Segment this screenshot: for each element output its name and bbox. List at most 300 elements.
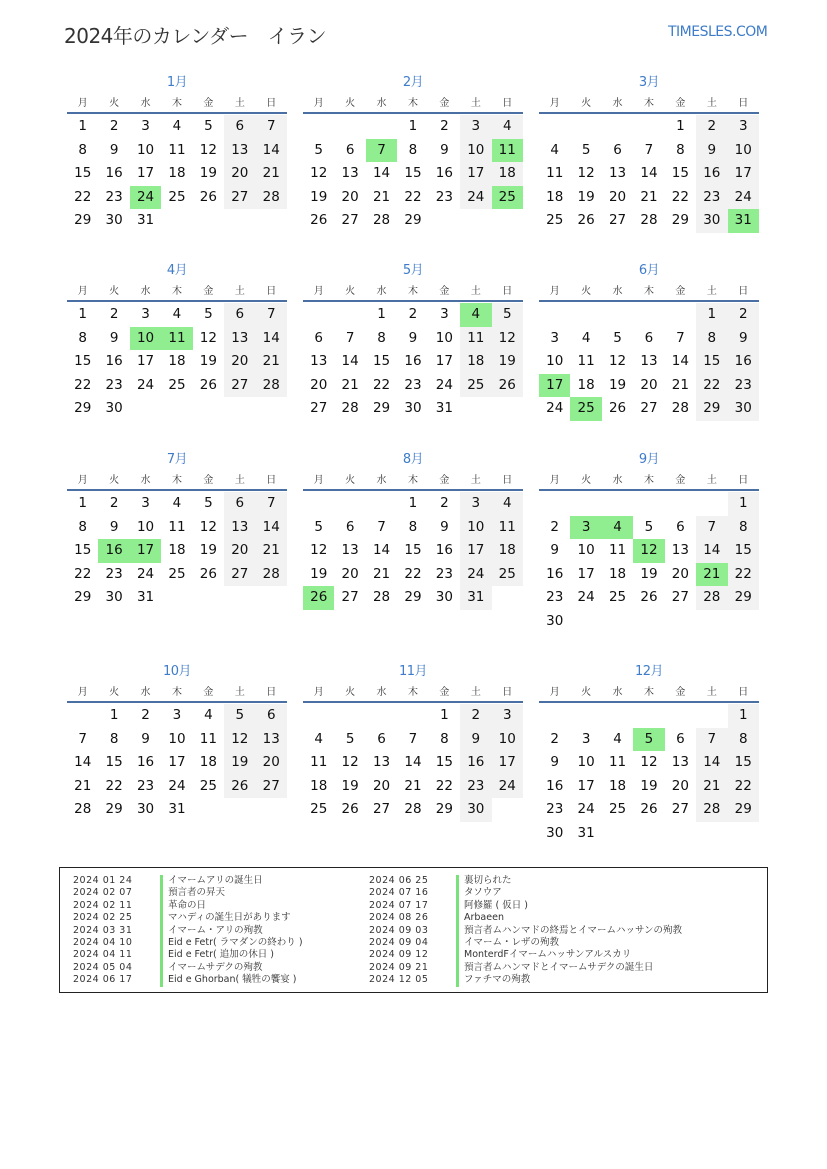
- weekday-label: 火: [345, 286, 356, 297]
- day-cell: 5: [345, 730, 355, 747]
- month-block: [303, 451, 523, 610]
- holiday-date: 2024 07 16: [369, 887, 429, 899]
- weekday-label: 火: [581, 475, 592, 486]
- day-cell: 26: [341, 801, 359, 818]
- day-cell: 9: [141, 730, 150, 747]
- day-cell: 19: [640, 777, 658, 794]
- day-cell: 16: [435, 165, 453, 182]
- holiday-marker: [160, 900, 163, 912]
- day-cell: 10: [492, 728, 523, 752]
- holiday-row: [356, 949, 682, 961]
- holiday-row: [356, 912, 682, 924]
- holiday-marker: [456, 925, 459, 937]
- holiday-day-cell: 24: [130, 186, 161, 210]
- day-cell: 9: [696, 139, 727, 163]
- weekday-label: 土: [706, 475, 717, 486]
- day-cell: 10: [136, 518, 155, 535]
- day-cell: 28: [256, 186, 287, 210]
- day-cell: 29: [728, 798, 759, 822]
- day-cell: 13: [224, 327, 255, 351]
- empty-cell: [539, 704, 570, 728]
- day-cell: 28: [696, 798, 727, 822]
- empty-cell: [303, 115, 334, 139]
- day-cell: 14: [640, 165, 658, 182]
- holiday-row: [60, 912, 303, 924]
- page-title: 2024年のカレンダー イラン: [64, 24, 327, 48]
- month-name: 6月: [638, 263, 660, 278]
- day-grid: [303, 492, 523, 610]
- day-grid: [539, 492, 759, 634]
- day-cell: 2: [550, 518, 559, 535]
- day-cell: 6: [224, 115, 255, 139]
- month-block: [539, 451, 759, 634]
- weekday-label: 火: [109, 687, 120, 698]
- month-block: [303, 74, 523, 233]
- holiday-row: [356, 900, 682, 912]
- day-cell: 30: [696, 209, 727, 233]
- day-cell: 13: [671, 542, 689, 559]
- day-grid: [539, 704, 759, 846]
- weekday-label: 月: [77, 286, 88, 297]
- day-cell: 9: [109, 329, 119, 346]
- day-cell: 18: [460, 350, 491, 374]
- day-cell: 20: [341, 565, 359, 582]
- day-cell: 25: [460, 374, 491, 398]
- holiday-day-cell: 5: [633, 728, 664, 752]
- day-cell: 13: [372, 754, 391, 771]
- day-cell: 9: [440, 518, 449, 535]
- holiday-marker: [160, 949, 163, 961]
- day-cell: 23: [105, 376, 123, 393]
- empty-cell: [334, 303, 365, 327]
- day-cell: 28: [256, 563, 287, 587]
- weekday-label: 水: [140, 286, 151, 297]
- day-cell: 1: [728, 492, 759, 516]
- holiday-name: MonterdFイマームハッサンアルスカリ: [464, 949, 632, 961]
- day-cell: 4: [314, 730, 323, 747]
- day-cell: 3: [440, 306, 449, 322]
- holiday-day-cell: 4: [602, 516, 633, 540]
- day-cell: 4: [204, 707, 213, 723]
- weekday-label: 火: [345, 687, 356, 698]
- weekday-label: 土: [470, 286, 481, 297]
- day-grid: [67, 704, 287, 822]
- weekday-label: 金: [439, 286, 450, 297]
- day-cell: 29: [435, 801, 453, 818]
- empty-cell: [633, 303, 664, 327]
- day-cell: 14: [671, 353, 689, 370]
- day-cell: 22: [74, 376, 92, 393]
- day-cell: 13: [341, 165, 359, 182]
- day-cell: 7: [696, 516, 727, 540]
- holiday-date: 2024 08 26: [369, 912, 429, 924]
- day-cell: 27: [224, 186, 255, 210]
- weekday-label: 土: [234, 687, 245, 698]
- weekday-label: 木: [171, 687, 182, 698]
- day-cell: 31: [168, 801, 186, 818]
- day-cell: 22: [728, 775, 759, 799]
- day-cell: 24: [435, 376, 453, 393]
- month-name: 11月: [398, 664, 428, 679]
- site-logo[interactable]: TIMESLES.COM: [668, 24, 768, 40]
- day-cell: 31: [577, 824, 595, 841]
- day-cell: 3: [172, 707, 182, 723]
- holiday-name: タソウア: [464, 887, 502, 899]
- weekday-label: 火: [109, 286, 120, 297]
- day-cell: 16: [460, 751, 491, 775]
- month-name: 2月: [402, 75, 424, 90]
- empty-cell: [366, 115, 397, 139]
- weekday-label: 金: [675, 98, 686, 109]
- day-cell: 20: [640, 376, 658, 393]
- day-cell: 9: [440, 141, 449, 158]
- day-cell: 5: [224, 704, 255, 728]
- weekday-label: 火: [109, 475, 120, 486]
- day-cell: 11: [492, 516, 523, 540]
- day-cell: 22: [372, 376, 391, 393]
- day-cell: 15: [404, 165, 422, 182]
- holiday-date: 2024 09 04: [369, 936, 429, 948]
- day-cell: 26: [310, 212, 328, 229]
- day-cell: 23: [105, 565, 123, 582]
- holiday-date: 2024 02 07: [73, 887, 133, 899]
- day-cell: 29: [74, 400, 92, 417]
- day-cell: 25: [168, 376, 186, 393]
- weekday-label: 火: [345, 475, 356, 486]
- day-cell: 8: [78, 329, 87, 346]
- day-cell: 27: [310, 400, 328, 417]
- holiday-marker: [160, 974, 163, 986]
- day-cell: 16: [728, 350, 759, 374]
- holiday-row: [60, 925, 303, 937]
- day-cell: 7: [696, 728, 727, 752]
- day-cell: 4: [613, 730, 622, 747]
- day-cell: 6: [676, 518, 685, 535]
- holiday-row: [356, 925, 682, 937]
- day-cell: 24: [546, 400, 564, 417]
- weekday-label: 土: [706, 286, 717, 297]
- weekday-header: [67, 685, 287, 703]
- day-cell: 7: [256, 115, 287, 139]
- weekday-label: 金: [439, 98, 450, 109]
- day-cell: 2: [728, 303, 759, 327]
- weekday-header: [303, 284, 523, 302]
- day-cell: 22: [671, 188, 689, 205]
- holiday-name: マハディの誕生日があります: [168, 912, 291, 924]
- day-cell: 2: [109, 306, 119, 322]
- holiday-list: [59, 867, 768, 993]
- holiday-name: イマームアリの誕生日: [168, 875, 263, 886]
- day-cell: 18: [168, 165, 186, 182]
- day-cell: 9: [550, 754, 559, 771]
- day-grid: [303, 303, 523, 421]
- day-cell: 26: [492, 374, 523, 398]
- day-cell: 18: [546, 188, 564, 205]
- day-cell: 5: [644, 518, 654, 535]
- weekday-label: 日: [738, 475, 749, 486]
- holiday-day-cell: 26: [303, 586, 334, 610]
- day-cell: 20: [608, 188, 627, 205]
- day-cell: 19: [608, 376, 627, 393]
- holiday-row: [356, 974, 682, 986]
- day-cell: 25: [168, 188, 186, 205]
- holiday-date: 2024 09 03: [369, 924, 429, 936]
- day-cell: 5: [204, 306, 213, 322]
- day-cell: 13: [341, 542, 359, 559]
- day-cell: 11: [199, 730, 217, 747]
- day-cell: 1: [78, 306, 87, 322]
- holiday-marker: [160, 925, 163, 937]
- day-cell: 23: [404, 376, 422, 393]
- day-cell: 16: [546, 565, 564, 582]
- month-name: 10月: [162, 664, 192, 679]
- day-cell: 10: [136, 141, 155, 158]
- holiday-date: 2024 12 05: [369, 974, 429, 986]
- day-cell: 21: [256, 350, 287, 374]
- weekday-label: 土: [470, 687, 481, 698]
- day-cell: 19: [310, 565, 328, 582]
- weekday-label: 水: [376, 475, 387, 486]
- holiday-marker: [160, 887, 163, 899]
- month-name: 8月: [402, 452, 424, 467]
- day-cell: 15: [105, 754, 123, 771]
- day-cell: 28: [74, 801, 92, 818]
- day-cell: 29: [404, 589, 422, 606]
- day-cell: 6: [224, 303, 255, 327]
- weekday-label: 火: [581, 98, 592, 109]
- day-cell: 6: [345, 141, 355, 158]
- day-cell: 22: [105, 777, 123, 794]
- day-cell: 10: [435, 329, 453, 346]
- weekday-label: 日: [738, 98, 749, 109]
- empty-cell: [570, 115, 601, 139]
- day-cell: 27: [224, 563, 255, 587]
- day-cell: 17: [577, 777, 595, 794]
- empty-cell: [303, 303, 334, 327]
- holiday-name: ファチマの殉教: [464, 974, 531, 986]
- weekday-label: 月: [313, 687, 324, 698]
- day-cell: 30: [136, 801, 155, 818]
- holiday-day-cell: 11: [161, 327, 192, 351]
- weekday-label: 日: [738, 286, 749, 297]
- weekday-label: 日: [502, 98, 513, 109]
- day-cell: 14: [256, 327, 287, 351]
- day-cell: 19: [310, 188, 328, 205]
- day-cell: 13: [608, 165, 627, 182]
- day-cell: 11: [168, 518, 186, 535]
- day-cell: 14: [256, 516, 287, 540]
- weekday-label: 月: [549, 687, 560, 698]
- month-block: [303, 663, 523, 822]
- day-cell: 14: [696, 539, 727, 563]
- day-cell: 25: [310, 801, 328, 818]
- holiday-day-cell: 7: [366, 139, 397, 163]
- day-cell: 17: [460, 162, 491, 186]
- empty-cell: [334, 704, 365, 728]
- day-cell: 21: [341, 376, 359, 393]
- holiday-marker: [456, 962, 459, 974]
- weekday-label: 水: [612, 475, 623, 486]
- day-cell: 25: [608, 589, 627, 606]
- day-cell: 3: [141, 118, 150, 134]
- day-cell: 29: [728, 586, 759, 610]
- day-cell: 24: [492, 775, 523, 799]
- day-cell: 23: [460, 775, 491, 799]
- day-cell: 21: [372, 565, 391, 582]
- day-cell: 1: [78, 118, 87, 134]
- day-cell: 15: [372, 353, 391, 370]
- day-cell: 10: [460, 516, 491, 540]
- empty-cell: [633, 115, 664, 139]
- holiday-date: 2024 07 17: [369, 899, 429, 911]
- day-cell: 2: [460, 704, 491, 728]
- day-cell: 11: [608, 754, 627, 771]
- day-cell: 1: [408, 495, 418, 511]
- holiday-name: 預言者の昇天: [168, 887, 226, 899]
- day-cell: 27: [671, 589, 689, 606]
- day-cell: 1: [696, 303, 727, 327]
- holiday-day-cell: 11: [492, 139, 523, 163]
- day-cell: 16: [546, 777, 564, 794]
- day-cell: 3: [728, 115, 759, 139]
- holiday-name: イマームサデクの殉教: [168, 961, 263, 973]
- day-cell: 16: [105, 165, 123, 182]
- day-cell: 12: [199, 141, 217, 158]
- weekday-label: 土: [470, 475, 481, 486]
- holiday-date: 2024 09 21: [369, 961, 429, 973]
- day-cell: 25: [492, 563, 523, 587]
- holiday-date: 2024 05 04: [73, 961, 133, 973]
- day-cell: 5: [492, 303, 523, 327]
- day-cell: 23: [136, 777, 155, 794]
- day-cell: 16: [435, 542, 453, 559]
- day-cell: 22: [435, 777, 453, 794]
- day-cell: 21: [74, 777, 92, 794]
- day-cell: 25: [168, 565, 186, 582]
- day-grid: [539, 115, 759, 233]
- day-cell: 17: [577, 565, 595, 582]
- day-cell: 4: [581, 329, 591, 346]
- holiday-date: 2024 04 11: [73, 949, 133, 961]
- weekday-header: [539, 473, 759, 491]
- holiday-name: 預言者ムハンマドとイマームサデクの誕生日: [464, 961, 654, 973]
- holiday-date: 2024 02 11: [73, 899, 133, 911]
- day-cell: 24: [577, 801, 595, 818]
- day-cell: 31: [136, 212, 155, 229]
- day-cell: 23: [696, 186, 727, 210]
- day-cell: 19: [224, 751, 255, 775]
- holiday-row: [60, 937, 303, 949]
- month-block: [67, 451, 287, 610]
- day-cell: 29: [74, 212, 92, 229]
- empty-cell: [665, 492, 696, 516]
- day-cell: 6: [377, 730, 386, 747]
- day-cell: 2: [408, 306, 418, 322]
- empty-cell: [397, 704, 428, 728]
- day-cell: 14: [404, 754, 422, 771]
- day-cell: 17: [168, 754, 186, 771]
- day-cell: 9: [728, 327, 759, 351]
- day-cell: 15: [74, 165, 92, 182]
- day-cell: 9: [550, 542, 559, 559]
- month-name: 9月: [638, 452, 660, 467]
- day-cell: 13: [640, 353, 658, 370]
- day-cell: 7: [256, 303, 287, 327]
- empty-cell: [67, 704, 98, 728]
- day-cell: 20: [341, 188, 359, 205]
- weekday-label: 木: [407, 475, 418, 486]
- day-cell: 20: [224, 350, 255, 374]
- month-block: [67, 74, 287, 233]
- weekday-label: 月: [77, 98, 88, 109]
- day-cell: 5: [581, 141, 591, 158]
- weekday-header: [303, 473, 523, 491]
- day-cell: 9: [109, 518, 119, 535]
- day-cell: 4: [550, 141, 559, 158]
- weekday-header: [303, 685, 523, 703]
- day-cell: 5: [613, 329, 622, 346]
- day-cell: 11: [608, 542, 627, 559]
- weekday-label: 木: [171, 286, 182, 297]
- day-cell: 25: [546, 212, 564, 229]
- day-cell: 22: [728, 563, 759, 587]
- day-cell: 3: [550, 329, 559, 346]
- holiday-date: 2024 06 17: [73, 974, 133, 986]
- day-cell: 18: [492, 162, 523, 186]
- weekday-label: 日: [502, 687, 513, 698]
- day-cell: 2: [109, 118, 119, 134]
- month-name: 3月: [638, 75, 660, 90]
- day-cell: 29: [74, 589, 92, 606]
- holiday-date: 2024 02 25: [73, 912, 133, 924]
- day-cell: 6: [224, 492, 255, 516]
- month-name: 7月: [166, 452, 188, 467]
- day-cell: 30: [404, 400, 422, 417]
- empty-cell: [334, 115, 365, 139]
- holiday-name: Eid e Ghorban( 犠牲の饗宴 ): [168, 974, 297, 986]
- weekday-label: 水: [376, 98, 387, 109]
- day-cell: 20: [372, 777, 391, 794]
- weekday-label: 木: [643, 286, 654, 297]
- day-cell: 19: [577, 188, 595, 205]
- day-cell: 31: [460, 586, 491, 610]
- day-cell: 10: [577, 542, 595, 559]
- day-cell: 21: [256, 539, 287, 563]
- day-cell: 5: [314, 518, 323, 535]
- empty-cell: [570, 704, 601, 728]
- day-cell: 30: [460, 798, 491, 822]
- holiday-name: Arbaeen: [464, 912, 504, 924]
- day-cell: 28: [640, 212, 658, 229]
- weekday-label: 土: [234, 286, 245, 297]
- empty-cell: [366, 492, 397, 516]
- day-cell: 7: [408, 730, 418, 747]
- weekday-label: 水: [140, 475, 151, 486]
- day-cell: 12: [310, 542, 328, 559]
- day-cell: 24: [460, 563, 491, 587]
- day-cell: 29: [372, 400, 391, 417]
- holiday-day-cell: 31: [728, 209, 759, 233]
- weekday-label: 火: [581, 687, 592, 698]
- holiday-day-cell: 17: [539, 374, 570, 398]
- empty-cell: [334, 492, 365, 516]
- day-cell: 20: [256, 751, 287, 775]
- day-cell: 20: [671, 565, 689, 582]
- day-cell: 2: [109, 495, 119, 511]
- weekday-label: 土: [234, 98, 245, 109]
- day-cell: 23: [105, 188, 123, 205]
- day-grid: [539, 303, 759, 421]
